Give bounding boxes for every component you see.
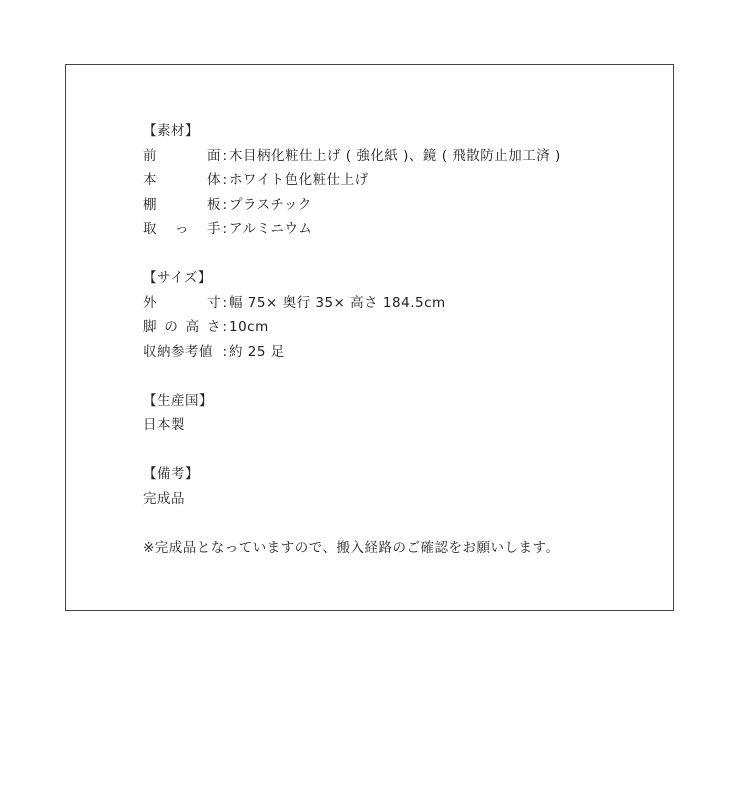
spec-row-label: 本 体 [143, 172, 221, 188]
spec-row-value: アルミニウム [229, 221, 313, 237]
label-separator: : [222, 343, 228, 360]
spec-row-value: ホワイト色化粧仕上げ [229, 172, 369, 188]
spec-row-value: プラスチック [229, 196, 312, 213]
spec-row-front [143, 144, 663, 169]
spec-row-value: 幅 75× 奥行 35× 高さ 184.5cm [229, 294, 446, 311]
product-spec-box [65, 64, 674, 611]
origin-value: 日本製 [143, 417, 185, 433]
remarks-value: 完成品 [143, 490, 185, 507]
remarks-heading: 【備考】 [143, 466, 199, 482]
spec-row-label: 前 面 [143, 147, 221, 164]
spec-row-shelf [143, 193, 663, 218]
spec-row-label: 脚 の 高 さ [143, 319, 221, 335]
spec-row-storage-capacity [143, 340, 663, 365]
spec-content [143, 119, 663, 560]
spec-row-handle [143, 217, 663, 242]
spec-row-leg-height [143, 315, 663, 340]
label-separator: : [222, 147, 228, 164]
label-separator: : [222, 172, 228, 188]
size-heading: 【サイズ】 [143, 270, 212, 286]
origin-heading: 【生産国】 [143, 392, 213, 409]
label-separator: : [222, 319, 228, 335]
label-separator: : [222, 196, 228, 213]
spec-row-body [143, 168, 663, 193]
spec-row-label: 棚 板 [143, 196, 221, 213]
spec-row-label: 取 っ 手 [143, 221, 221, 237]
materials-heading: 【素材】 [143, 123, 199, 139]
spec-row-label: 収納参考値 [143, 343, 213, 360]
section-gap [143, 511, 663, 536]
label-separator: : [222, 294, 228, 311]
label-separator: : [222, 221, 228, 237]
section-gap [143, 364, 663, 389]
spec-row-value: 約 25 足 [229, 343, 285, 360]
spec-row-value: 10cm [229, 319, 269, 335]
section-gap [143, 438, 663, 463]
spec-row-label: 外 寸 [143, 294, 221, 311]
section-gap [143, 242, 663, 267]
delivery-notice: ※完成品となっていますので、搬入経路のご確認をお願いします。 [143, 539, 560, 556]
spec-row-value: 木目柄化粧仕上げ ( 強化紙 )、鏡 ( 飛散防止加工済 ) [229, 147, 561, 164]
spec-row-outer-dimensions [143, 291, 663, 316]
